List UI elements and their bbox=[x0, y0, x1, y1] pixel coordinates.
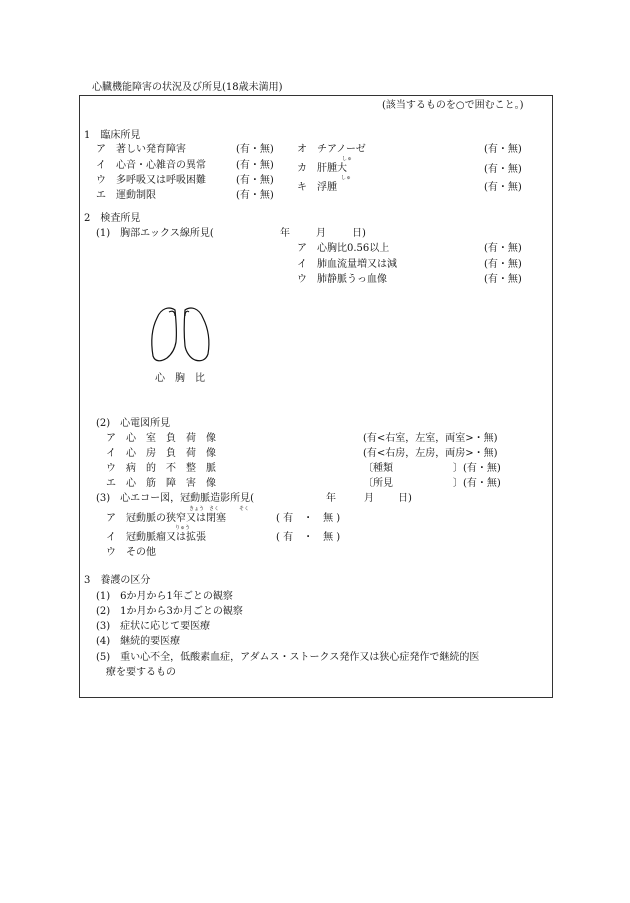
echo-item-a-ruby: きょう さく そく bbox=[189, 506, 250, 512]
s1-item-f-label: カ 肝腫大 bbox=[297, 163, 347, 174]
s1-item-c-value[interactable]: (有・無) bbox=[236, 175, 274, 186]
section1-heading: 1 臨床所見 bbox=[84, 130, 141, 141]
xray-item-b-label: イ 肺血流量増又は減 bbox=[297, 259, 397, 270]
s1-item-d-label: エ 運動制限 bbox=[96, 190, 156, 201]
xray-item-a-label: ア 心胸比0.56以上 bbox=[297, 243, 390, 254]
s1-item-c-label: ウ 多呼吸又は呼吸困難 bbox=[96, 175, 206, 186]
ecg-item-b-label: イ 心 房 負 荷 像 bbox=[106, 448, 216, 459]
ecg-item-a-value[interactable]: (有<右室，左室，両室>・無) bbox=[363, 433, 498, 444]
heart-chest-outline-icon[interactable] bbox=[145, 302, 215, 372]
ecg-item-d-value[interactable]: 〔所見 〕(有・無) bbox=[363, 478, 501, 489]
care-option-5[interactable]: (5) 重い心不全，低酸素血症，アダムス・ストークス発作又は狭心症発作で継続的医 bbox=[96, 652, 480, 663]
xray-year[interactable]: 年 bbox=[280, 228, 290, 239]
xray-day[interactable]: 日) bbox=[352, 228, 366, 239]
echo-day[interactable]: 日) bbox=[398, 493, 412, 504]
section2-heading: 2 検査所見 bbox=[84, 213, 141, 224]
echo-label: (3) 心エコー図，冠動脈造影所見( bbox=[96, 493, 255, 504]
s1-item-g-ruby: しゅ bbox=[341, 175, 352, 181]
ecg-item-d-label: エ 心 筋 障 害 像 bbox=[106, 478, 216, 489]
care-option-5-continuation: 療を要するもの bbox=[106, 667, 176, 678]
s1-item-f-ruby: しゅ bbox=[342, 156, 353, 162]
xray-item-c-label: ウ 肺静脈うっ血像 bbox=[297, 274, 387, 285]
s1-item-g-value[interactable]: (有・無) bbox=[484, 182, 522, 193]
xray-item-b-value[interactable]: (有・無) bbox=[484, 259, 522, 270]
care-option-4[interactable]: (4) 継続的要医療 bbox=[96, 636, 181, 647]
care-option-2[interactable]: (2) 1か月から3か月ごとの観察 bbox=[96, 606, 243, 617]
s1-item-f-value[interactable]: (有・無) bbox=[484, 164, 522, 175]
echo-item-b-label: イ 冠動脈瘤又は拡張 bbox=[106, 532, 206, 543]
echo-month[interactable]: 月 bbox=[364, 493, 374, 504]
ecg-item-b-value[interactable]: (有<右房，左房，両房>・無) bbox=[363, 448, 498, 459]
xray-item-c-value[interactable]: (有・無) bbox=[484, 274, 522, 285]
s1-item-b-value[interactable]: (有・無) bbox=[236, 160, 274, 171]
ecg-item-c-value[interactable]: 〔種類 〕(有・無) bbox=[363, 463, 501, 474]
ecg-label: (2) 心電図所見 bbox=[96, 418, 171, 429]
s1-item-d-value[interactable]: (有・無) bbox=[236, 190, 274, 201]
form-title: 心臓機能障害の状況及び所見(18歳未満用) bbox=[92, 82, 283, 93]
echo-item-a-label: ア 冠動脈の狭窄又は閉塞 bbox=[106, 513, 226, 524]
xray-month[interactable]: 月 bbox=[316, 228, 326, 239]
echo-item-b-value[interactable]: ( 有 ・ 無 ) bbox=[276, 532, 341, 543]
xray-label: (1) 胸部エックス線所見( bbox=[96, 228, 214, 239]
s1-item-a-label: ア 著しい発育障害 bbox=[96, 144, 186, 155]
s1-item-b-label: イ 心音・心雑音の異常 bbox=[96, 160, 206, 171]
care-option-3[interactable]: (3) 症状に応じて要医療 bbox=[96, 621, 211, 632]
s1-item-e-value[interactable]: (有・無) bbox=[484, 144, 522, 155]
echo-item-b-ruby: りゅう bbox=[175, 525, 191, 531]
section3-heading: 3 養護の区分 bbox=[84, 575, 151, 586]
instruction: (該当するものを○で囲むこと。) bbox=[382, 100, 524, 111]
s1-item-e-label: オ チアノーゼ bbox=[297, 144, 366, 155]
care-option-1[interactable]: (1) 6か月から1年ごとの観察 bbox=[96, 591, 233, 602]
echo-item-c-label: ウ その他 bbox=[106, 547, 156, 558]
echo-year[interactable]: 年 bbox=[326, 493, 336, 504]
ecg-item-a-label: ア 心 室 負 荷 像 bbox=[106, 433, 216, 444]
echo-item-a-value[interactable]: ( 有 ・ 無 ) bbox=[276, 513, 341, 524]
s1-item-g-label: キ 浮腫 bbox=[297, 182, 337, 193]
ecg-item-c-label: ウ 病 的 不 整 脈 bbox=[106, 463, 216, 474]
s1-item-a-value[interactable]: (有・無) bbox=[236, 144, 274, 155]
heart-chest-ratio-caption: 心 胸 比 bbox=[155, 373, 205, 384]
xray-item-a-value[interactable]: (有・無) bbox=[484, 243, 522, 254]
